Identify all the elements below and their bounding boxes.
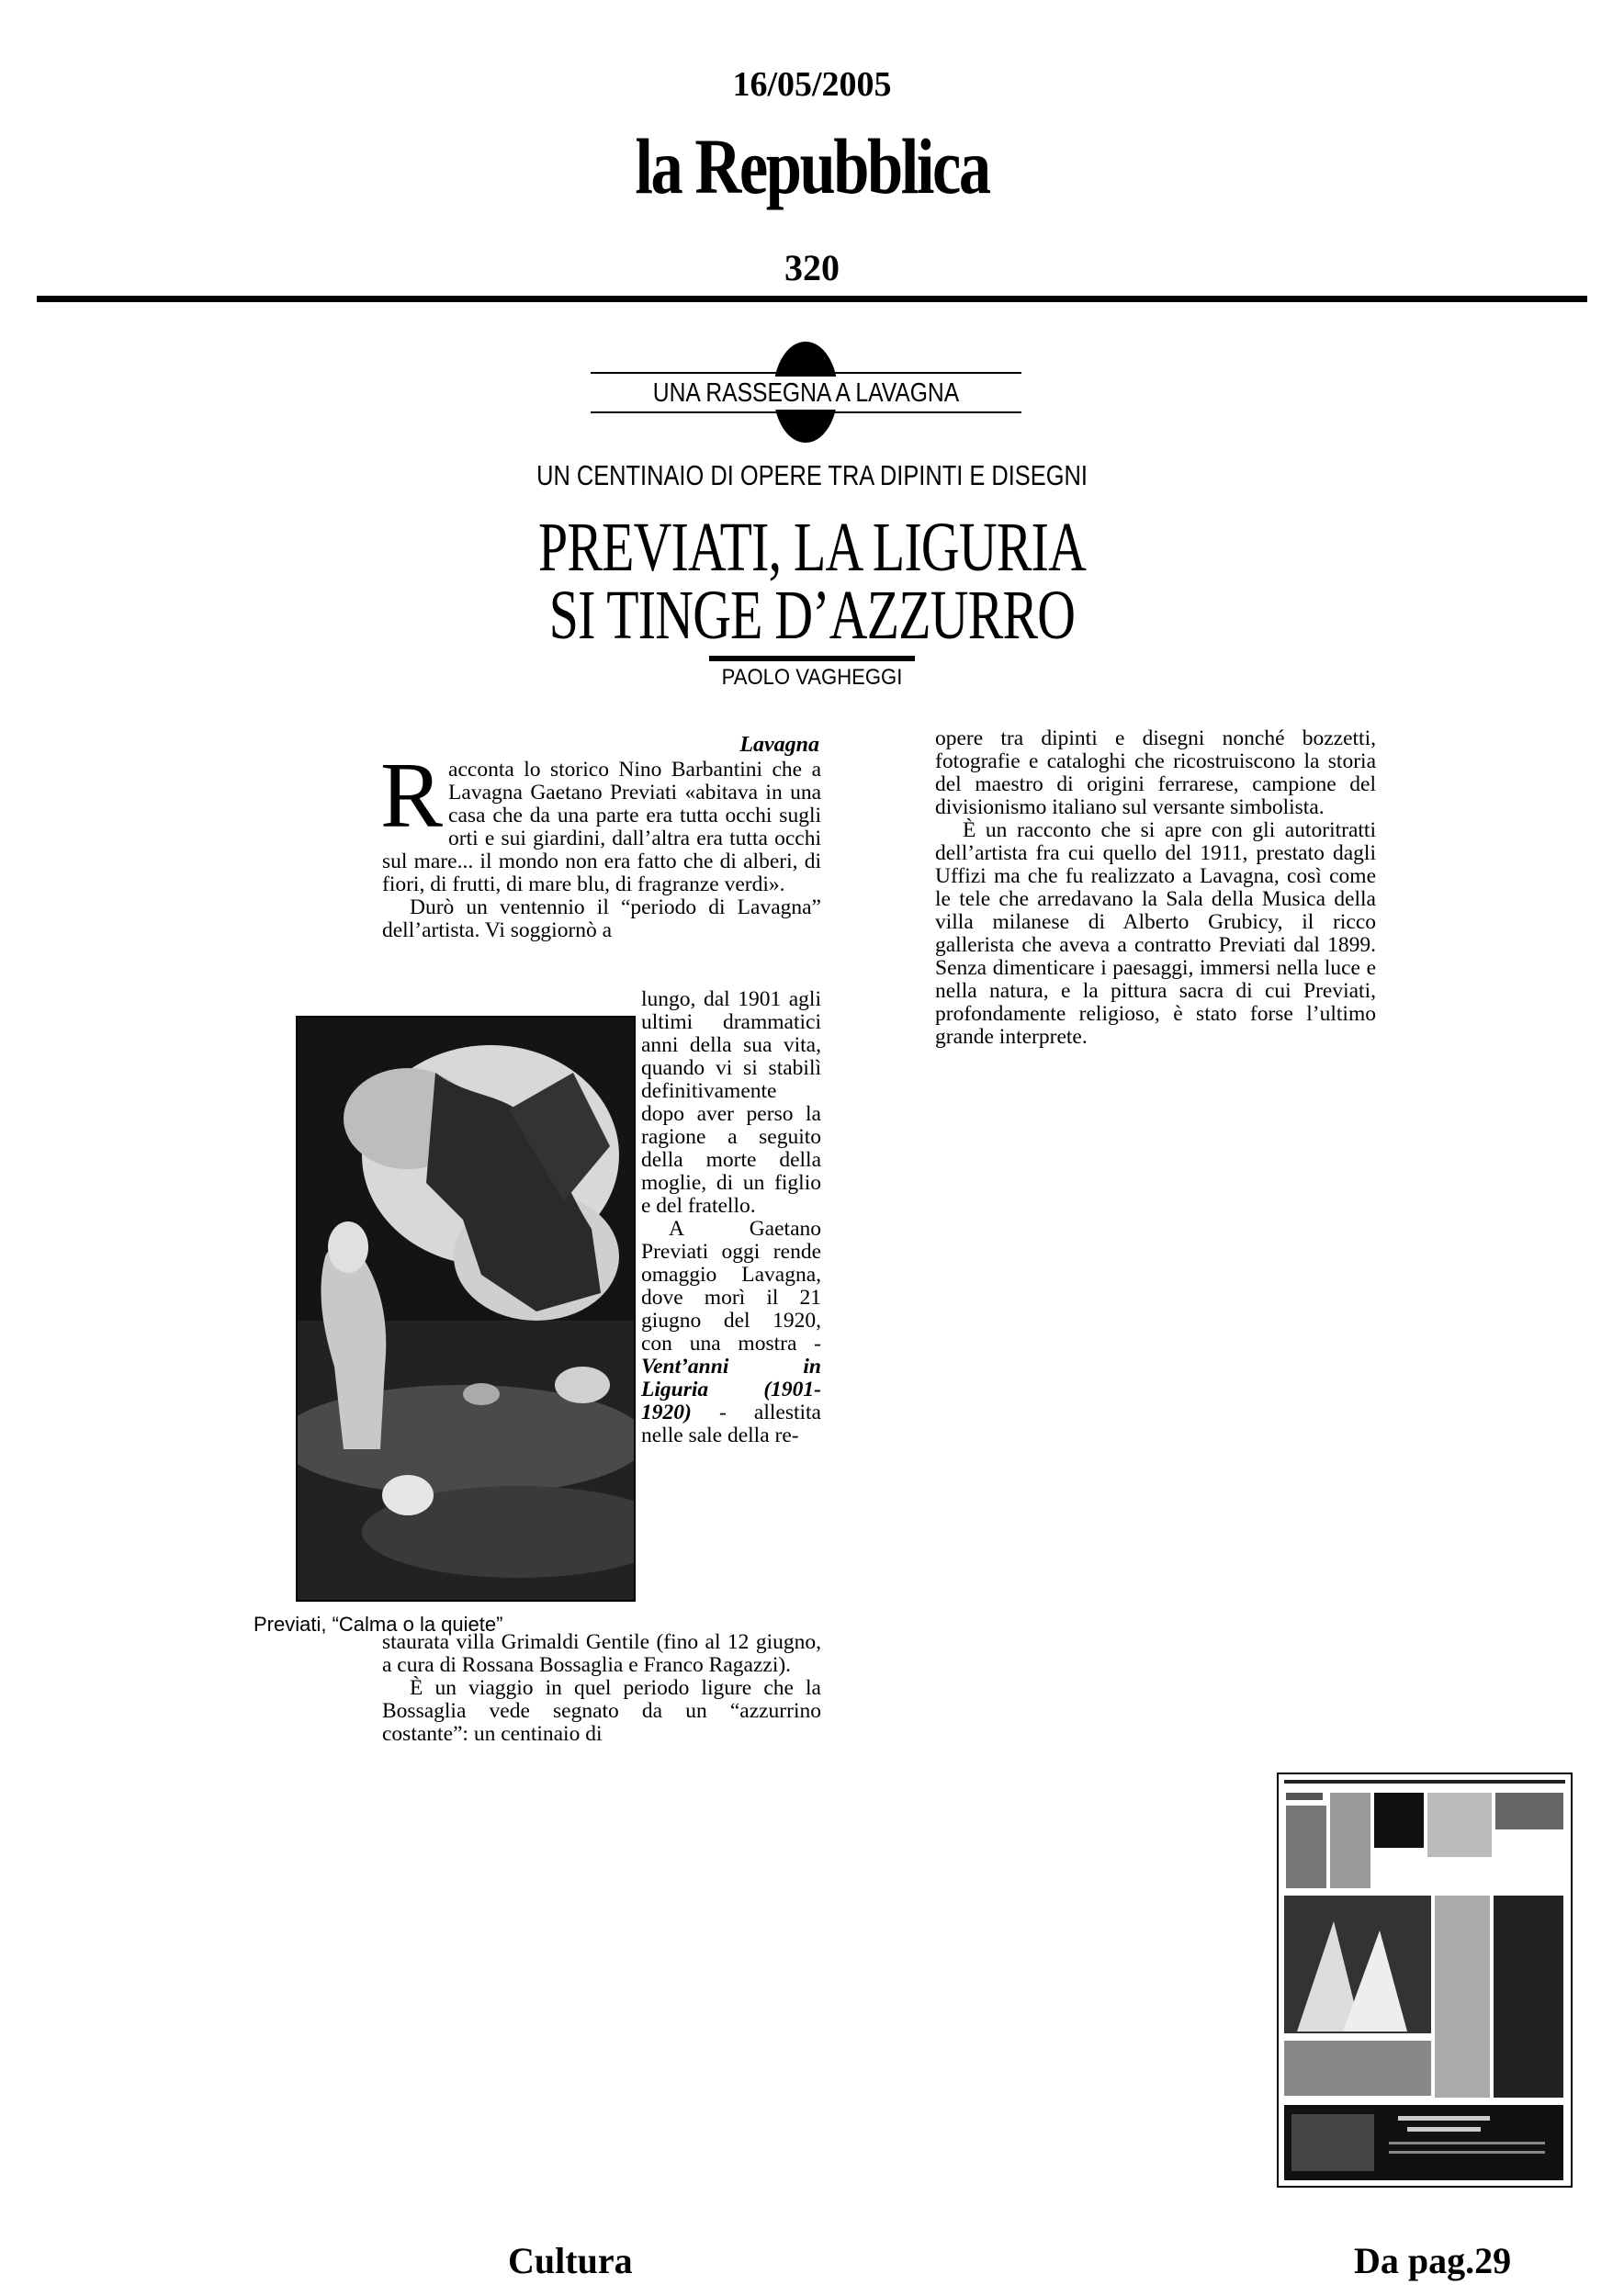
exhibition-title: Vent’anni in Liguria (1901-1920) xyxy=(641,1355,821,1424)
paragraph-2-start: Durò un ventennio il “periodo di Lavagna” dell’artista. Vi soggiornò a xyxy=(382,895,821,942)
drop-cap: R xyxy=(380,744,444,848)
clipping-date: 16/05/2005 xyxy=(732,65,892,104)
paragraph-6: È un racconto che si apre con gli autoritratti dell’artista fra cui quello del 1911, prestato dagli Uffizi ma che fu realizzato a Lavagna, così come le tele che arredavano la Sala della Musica della villa milanese di Alberto Grubicy, il ricco gallerista che aveva a contratto Previati dal 1899. Senza dimenticare i paesaggi, immersi nella luce e nella natura, e la pittura sacra di cui Previati, profondamente religioso, è stato forse l’ultimo grande interprete. xyxy=(935,818,1376,1049)
paragraph-1-text: acconta lo storico Nino Barbantini che a Lavagna Gaetano Previati «abitava in una casa che da una parte era tutta occhi sugli orti e sui giardini, dall’altra era tutta occhi sul mare... il mondo non era fatto che di alberi, di fiori, di frutti, di mare blu, di fragranze verdi». xyxy=(382,758,821,896)
kicker: UNA RASSEGNA A LAVAGNA xyxy=(652,378,960,408)
paragraph-3-start xyxy=(641,1218,821,1447)
original-page-thumbnail xyxy=(1277,1773,1573,2188)
paragraph-3-text-a: A Gaetano Previati oggi rende omaggio Lavagna, dove morì il 21 giugno del 1920, con una mostra - xyxy=(641,1217,821,1356)
paragraph-5: opere tra dipinti e disegni nonché bozzetti, fotografie e cataloghi che ricostruiscono la storia del maestro di origini ferrarese, campione del divisionismo italiano sul versante simbolista. xyxy=(935,726,1376,819)
header-rule xyxy=(37,296,1587,302)
dateline: Lavagna xyxy=(739,733,819,757)
photo-caption: Previati, “Calma o la quiete” xyxy=(254,1613,503,1636)
byline-rule xyxy=(709,656,915,661)
byline: PAOLO VAGHEGGI xyxy=(721,665,903,690)
article-column-2 xyxy=(935,727,1376,1049)
headline-line-1: PREVIATI, LA LIGURIA xyxy=(537,509,1087,586)
kicker-rule-bottom xyxy=(591,411,1021,413)
paragraph-4: È un viaggio in quel periodo ligure che la Bossaglia vede segnato da un “azzurrino costante”: un centinaio di xyxy=(382,1676,821,1746)
paragraph-1 xyxy=(380,744,821,896)
section-label: Cultura xyxy=(508,2240,633,2281)
paragraph-3-end: staurata villa Grimaldi Gentile (fino al 12 giugno, a cura di Rossana Bossaglia e Franco Ragazzi). xyxy=(382,1630,821,1677)
source-page-label: Da pag.29 xyxy=(1354,2240,1512,2281)
paragraph-3-text-b: - allestita nelle sale della re- xyxy=(641,1401,821,1447)
article-column-1-wrap xyxy=(641,988,821,1447)
article-column-1-bottom xyxy=(382,1631,821,1746)
headline-line-2: SI TINGE D’AZZURRO xyxy=(548,577,1076,654)
paragraph-2-continued: lungo, dal 1901 agli ultimi drammatici anni della sua vita, quando vi si stabilì definitivamente dopo aver perso la ragione a seguito della morte della moglie, di un figlio e del fratello. xyxy=(641,987,821,1218)
overline: UN CENTINAIO DI OPERE TRA DIPINTI E DISEGNI xyxy=(536,459,1088,491)
page-code: 320 xyxy=(784,247,840,288)
article-column-1-top xyxy=(380,744,821,942)
painting-photo xyxy=(296,1016,636,1602)
newspaper-logo: la Repubblica xyxy=(635,122,989,210)
kicker-rule-top xyxy=(591,372,1021,374)
